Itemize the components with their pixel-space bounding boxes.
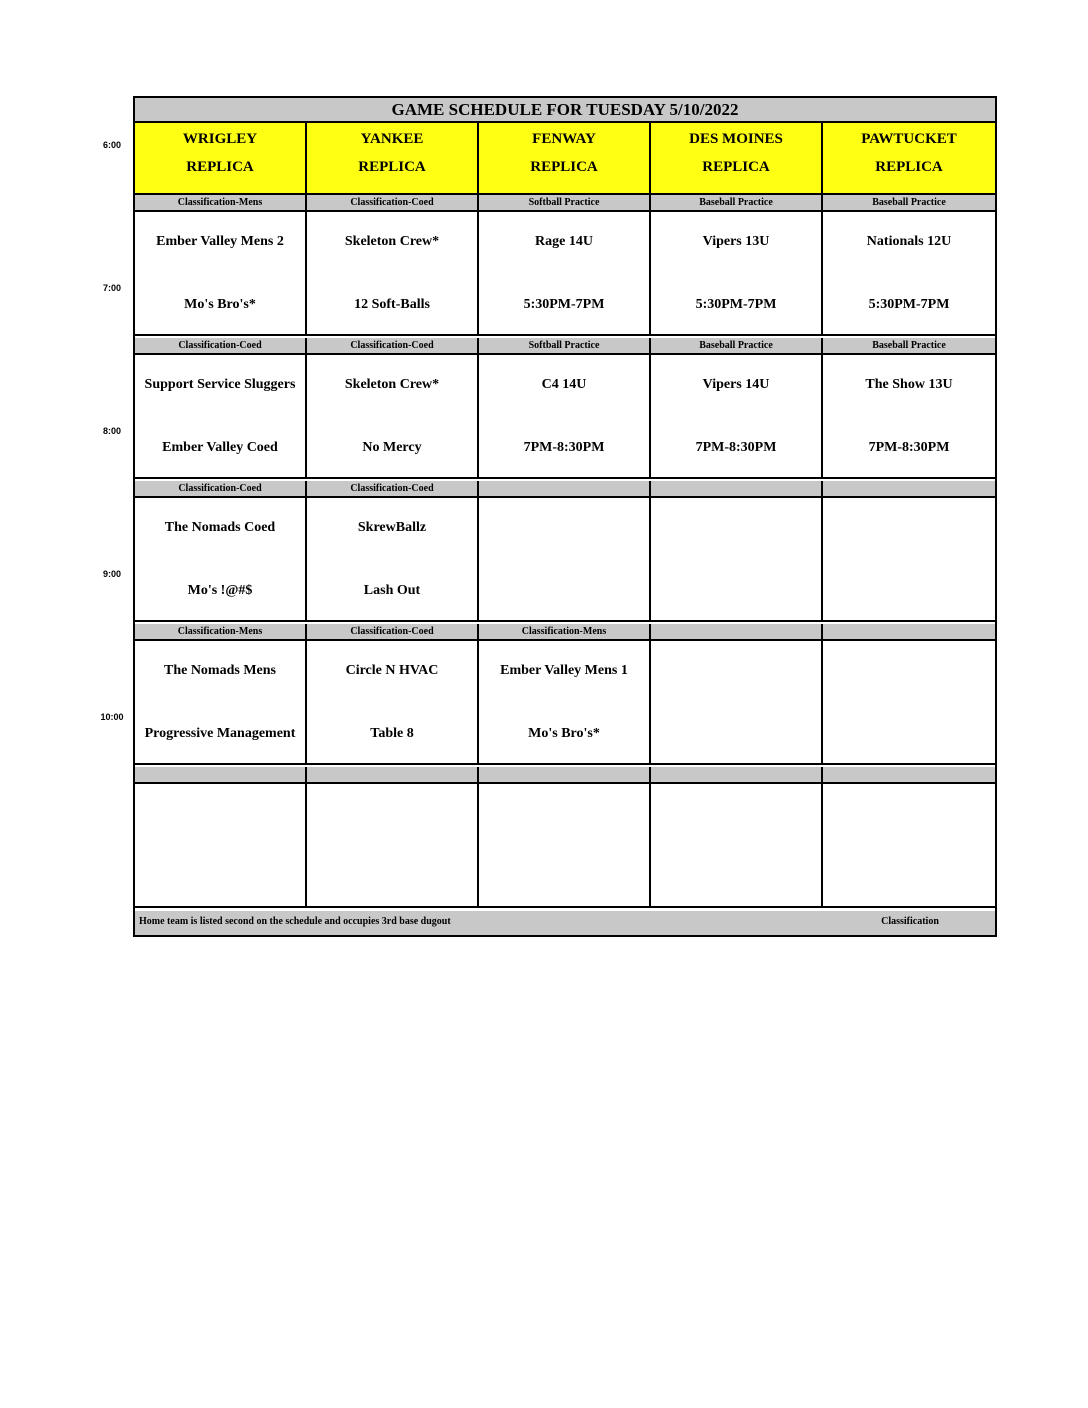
away-team: Circle N HVAC — [345, 663, 439, 678]
classification-band: Classification-Coed — [307, 624, 479, 641]
game-cell — [651, 355, 823, 479]
classification-band: Classification-Mens — [479, 624, 651, 641]
away-team: Support Service Sluggers — [144, 377, 296, 392]
field-name: YANKEE — [360, 131, 424, 147]
home-team: 5:30PM-7PM — [868, 297, 950, 312]
game-cell — [307, 641, 479, 765]
field-name: WRIGLEY — [182, 131, 258, 147]
schedule-title: GAME SCHEDULE FOR TUESDAY 5/10/2022 — [135, 98, 995, 123]
game-cell — [651, 784, 823, 908]
classification-band — [651, 767, 823, 784]
away-team: The Nomads Coed — [164, 520, 276, 535]
away-team: The Nomads Mens — [163, 663, 276, 678]
field-header-4 — [823, 123, 995, 195]
home-team: Progressive Management — [144, 726, 296, 741]
classification-band — [823, 624, 995, 641]
time-label: 7:00 — [102, 283, 121, 293]
home-team: Mo's Bro's* — [528, 726, 600, 741]
game-cell — [135, 355, 307, 479]
away-team: The Show 13U — [865, 377, 953, 392]
game-cell — [823, 784, 995, 908]
away-team: Vipers 14U — [702, 377, 770, 392]
home-team: No Mercy — [362, 440, 422, 455]
home-team: 5:30PM-7PM — [695, 297, 777, 312]
home-team: 7PM-8:30PM — [523, 440, 605, 455]
time-label: 8:00 — [102, 426, 121, 436]
away-team: Ember Valley Mens 1 — [500, 663, 628, 678]
home-team: Lash Out — [363, 583, 421, 598]
home-team: Mo's Bro's* — [184, 297, 256, 312]
classification-band: Classification-Coed — [307, 195, 479, 212]
field-header-1 — [307, 123, 479, 195]
away-team: Nationals 12U — [866, 234, 952, 249]
classification-band: Baseball Practice — [651, 195, 823, 212]
game-cell — [135, 641, 307, 765]
game-cell — [651, 641, 823, 765]
classification-band: Baseball Practice — [823, 338, 995, 355]
footer-bar — [135, 911, 995, 935]
field-sub: REPLICA — [186, 159, 254, 175]
home-team: 12 Soft-Balls — [354, 297, 430, 312]
classification-band: Classification-Coed — [135, 338, 307, 355]
classification-band: Classification-Mens — [135, 624, 307, 641]
game-cell — [479, 212, 651, 336]
field-name: DES MOINES — [689, 131, 783, 147]
game-cell — [823, 498, 995, 622]
away-team: Rage 14U — [535, 234, 593, 249]
classification-band — [479, 767, 651, 784]
classification-band — [823, 767, 995, 784]
field-name: FENWAY — [532, 131, 596, 147]
footer-classification-label: Classification — [881, 916, 939, 927]
game-cell — [135, 498, 307, 622]
field-header-3 — [651, 123, 823, 195]
game-cell — [479, 355, 651, 479]
classification-band: Classification-Mens — [135, 195, 307, 212]
classification-band: Baseball Practice — [823, 195, 995, 212]
field-header-2 — [479, 123, 651, 195]
home-team: 7PM-8:30PM — [868, 440, 950, 455]
time-label: 10:00 — [100, 712, 124, 722]
classification-band: Classification-Coed — [307, 338, 479, 355]
away-team: Skeleton Crew* — [344, 234, 440, 249]
away-team: C4 14U — [541, 377, 587, 392]
field-sub: REPLICA — [875, 159, 943, 175]
footer-note: Home team is listed second on the schedule and occupies 3rd base dugout — [139, 916, 451, 927]
classification-band: Softball Practice — [479, 195, 651, 212]
away-team: SkrewBallz — [357, 520, 427, 535]
field-header-0 — [135, 123, 307, 195]
game-cell — [135, 784, 307, 908]
classification-band: Classification-Coed — [307, 481, 479, 498]
game-cell — [307, 355, 479, 479]
away-team: Vipers 13U — [702, 234, 770, 249]
classification-band — [479, 481, 651, 498]
game-cell — [307, 498, 479, 622]
classification-band: Softball Practice — [479, 338, 651, 355]
field-sub: REPLICA — [702, 159, 770, 175]
schedule-table — [133, 96, 997, 937]
home-team: Mo's !@#$ — [187, 583, 253, 598]
home-team: 5:30PM-7PM — [523, 297, 605, 312]
away-team: Skeleton Crew* — [344, 377, 440, 392]
game-cell — [135, 212, 307, 336]
classification-band — [307, 767, 479, 784]
time-label: 6:00 — [102, 140, 121, 150]
home-team: 7PM-8:30PM — [695, 440, 777, 455]
game-cell — [479, 498, 651, 622]
field-name: PAWTUCKET — [861, 131, 957, 147]
field-sub: REPLICA — [358, 159, 426, 175]
classification-band — [651, 624, 823, 641]
game-cell — [651, 212, 823, 336]
home-team: Ember Valley Coed — [162, 440, 278, 455]
game-cell — [823, 212, 995, 336]
classification-band — [651, 481, 823, 498]
time-label: 9:00 — [102, 569, 121, 579]
classification-band: Classification-Coed — [135, 481, 307, 498]
field-sub: REPLICA — [530, 159, 598, 175]
away-team: Ember Valley Mens 2 — [156, 234, 284, 249]
game-cell — [823, 355, 995, 479]
game-cell — [307, 784, 479, 908]
classification-band: Baseball Practice — [651, 338, 823, 355]
game-cell — [651, 498, 823, 622]
game-cell — [307, 212, 479, 336]
game-cell — [479, 784, 651, 908]
classification-band — [135, 767, 307, 784]
classification-band — [823, 481, 995, 498]
game-cell — [823, 641, 995, 765]
game-cell — [479, 641, 651, 765]
home-team: Table 8 — [370, 726, 414, 741]
